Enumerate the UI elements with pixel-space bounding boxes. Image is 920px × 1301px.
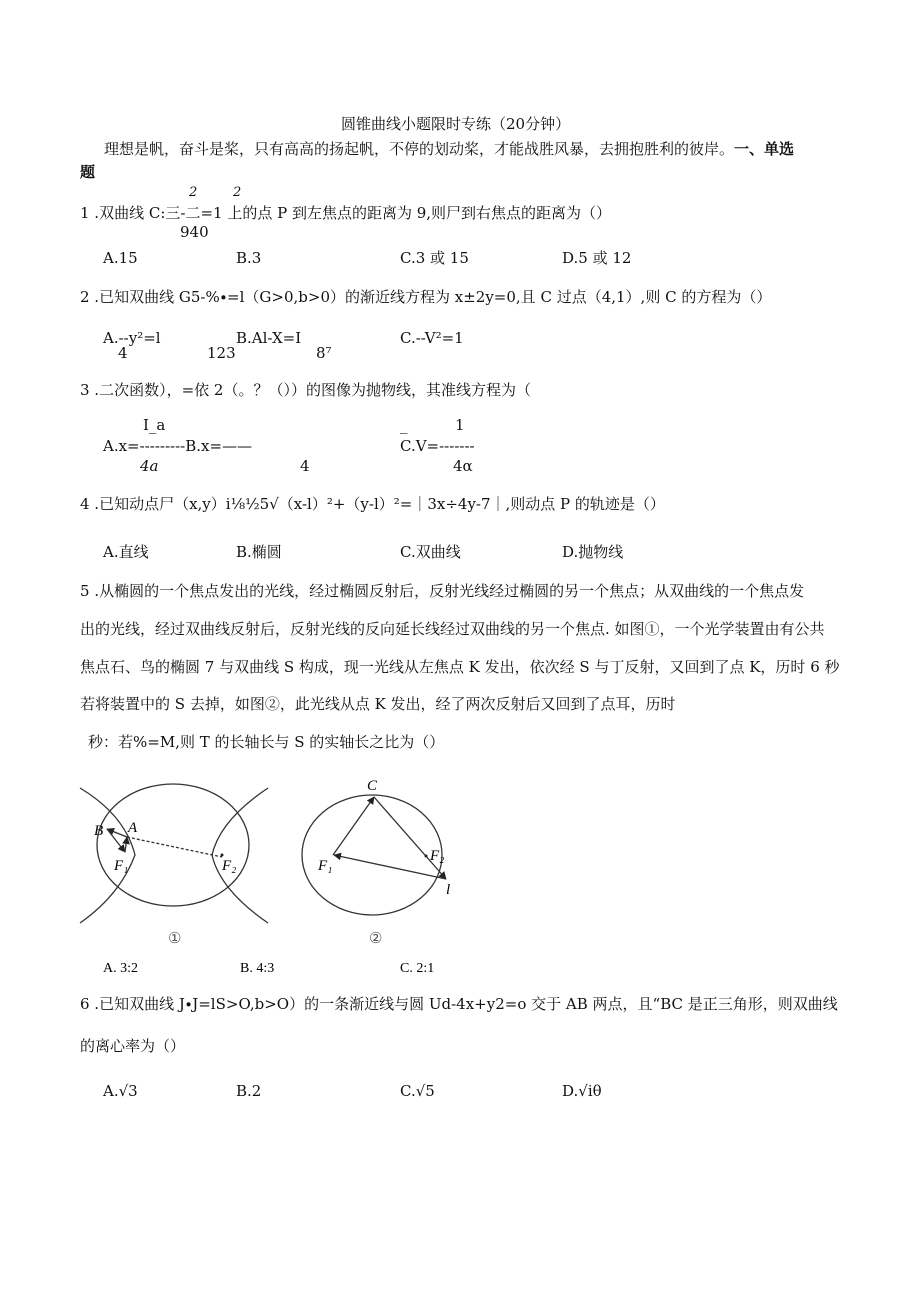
label-B: B bbox=[94, 823, 104, 839]
q3-top-c: 1 bbox=[455, 416, 465, 434]
q6-option-d[interactable]: D.√iθ bbox=[562, 1082, 602, 1100]
focus-point bbox=[221, 854, 224, 857]
question-2: 2 .已知双曲线 G5-%∙=l（G>0,b>0）的渐近线方程为 x±2y=0,且 C 过点（4,1）,则 C 的方程为（） bbox=[80, 288, 772, 306]
q2-option-b[interactable]: B.Al-X=I bbox=[236, 329, 302, 347]
q6-option-b[interactable]: B.2 bbox=[236, 1082, 262, 1100]
focus-point bbox=[425, 855, 428, 858]
q5-option-c: C. 2:1 bbox=[400, 961, 435, 976]
hyperbola-right-branch bbox=[212, 788, 268, 923]
ray-arrow bbox=[374, 797, 446, 879]
q6-option-c[interactable]: C.√5 bbox=[400, 1082, 435, 1100]
q3-bottom-b: 4 bbox=[300, 457, 310, 475]
q1-option-b[interactable]: B.3 bbox=[236, 249, 262, 267]
motto: 理想是帆，奋斗是桨，只有高高的扬起帆，不停的划动桨，才能战胜风暴，去拥抱胜利的彼岸。 bbox=[104, 140, 735, 158]
q1-option-d[interactable]: D.5 或 12 bbox=[562, 249, 632, 267]
q3-bottom-a: 4a bbox=[140, 457, 159, 475]
question-5-line: 焦点石、鸟的椭圆 7 与双曲线 S 构成，现一光线从左焦点 K 发出，依次经 S 与丁反射，又回到了点 K，历时 6 秒 bbox=[80, 658, 840, 676]
label-C: C bbox=[367, 778, 378, 794]
q1-sub: 940 bbox=[180, 223, 209, 241]
q4-option-a[interactable]: A.直线 bbox=[103, 543, 149, 561]
figure-1 bbox=[80, 784, 268, 923]
question-1: 1 .双曲线 C:三-二=1 上的点 P 到左焦点的距离为 9,则尸到右焦点的距离为（） bbox=[80, 204, 612, 222]
q4-option-d[interactable]: D.抛物线 bbox=[562, 543, 624, 561]
question-6-line: 的离心率为（） bbox=[80, 1037, 186, 1055]
label-F1: F₁ bbox=[318, 858, 333, 874]
hyperbola-left-branch bbox=[80, 788, 135, 923]
dashed-ray bbox=[127, 837, 222, 857]
label-F1: F₁ bbox=[114, 858, 129, 874]
q3-options-ab-row bbox=[103, 439, 252, 454]
ray-arrow bbox=[333, 797, 374, 855]
q3-option-a[interactable]: A.x=--------- bbox=[103, 437, 186, 455]
q5-option-a: A. 3:2 bbox=[103, 961, 138, 976]
ellipse bbox=[302, 795, 445, 915]
q1-sup: 2 bbox=[233, 185, 242, 200]
q6-option-a[interactable]: A.√3 bbox=[103, 1082, 138, 1100]
q3-top-c-dash: _ bbox=[400, 416, 408, 434]
label-F2: F₂ bbox=[222, 858, 237, 874]
question-5-line: 若将装置中的 S 去掉，如图②，此光线从点 K 发出，经了两次反射后又回到了点耳，历时 bbox=[80, 695, 676, 713]
q2-sub-b: 123 bbox=[207, 344, 236, 362]
q3-top-a: I_a bbox=[143, 416, 166, 434]
ray-arrow bbox=[125, 837, 127, 852]
section-heading-cont: 题 bbox=[80, 163, 96, 181]
question-5-line: 出的光线，经过双曲线反射后，反射光线的反向延长线经过双曲线的另一个焦点. 如图①，一个光学装置由有公共 bbox=[80, 620, 825, 638]
q1-option-a[interactable]: A.15 bbox=[103, 249, 138, 267]
q3-bottom-c: 4α bbox=[453, 457, 473, 475]
question-3: 3 .二次函数），=依 2（。？（））的图像为抛物线，其准线方程为（ bbox=[80, 381, 531, 399]
q2-sub-a: 4 bbox=[118, 344, 128, 362]
q4-option-c[interactable]: C.双曲线 bbox=[400, 543, 461, 561]
motto-row bbox=[104, 142, 794, 157]
question-4: 4 .已知动点尸（x,y）i⅛½5√（x-l）²+（y-l）²=｜3x÷4y-7｜,则动点 P 的轨迹是（） bbox=[80, 495, 665, 513]
q3-option-b[interactable]: B.x=—— bbox=[185, 437, 253, 455]
label-l: l bbox=[446, 882, 451, 898]
question-6-line: 6 .已知双曲线 J∙J=lS>O,b>O）的一条渐近线与圆 Ud-4x+y2=o 交于 AB 两点，且“BC 是正三角形，则双曲线 bbox=[80, 995, 838, 1013]
q2-option-a[interactable]: A.--y²=l bbox=[103, 329, 161, 347]
q2-option-c[interactable]: C.--V²=1 bbox=[400, 329, 464, 347]
q2-sub-c: 8⁷ bbox=[316, 344, 332, 362]
question-5-line: 5 .从椭圆的一个焦点发出的光线，经过椭圆反射后，反射光线经过椭圆的另一个焦点；从双曲线的一个焦点发 bbox=[80, 582, 805, 600]
label-A: A bbox=[128, 820, 138, 836]
question-5-line: 秒：若%=M,则 T 的长轴长与 S 的实轴长之比为（） bbox=[88, 733, 445, 751]
q5-option-b: B. 4:3 bbox=[240, 961, 275, 976]
q1-option-c[interactable]: C.3 或 15 bbox=[400, 249, 469, 267]
figure-2-caption: ② bbox=[369, 931, 383, 947]
q1-sup: 2 bbox=[189, 185, 198, 200]
page-title: 圆锥曲线小题限时专练（20分钟） bbox=[341, 115, 571, 133]
figure-1-caption: ① bbox=[168, 931, 182, 947]
label-F2: F₂ bbox=[430, 848, 445, 864]
figure-2 bbox=[302, 795, 446, 915]
section-heading: 一、单选 bbox=[734, 140, 795, 158]
q4-option-b[interactable]: B.椭圆 bbox=[236, 543, 282, 561]
optics-figure bbox=[70, 760, 490, 980]
q3-option-c[interactable]: C.V=------- bbox=[400, 437, 475, 455]
